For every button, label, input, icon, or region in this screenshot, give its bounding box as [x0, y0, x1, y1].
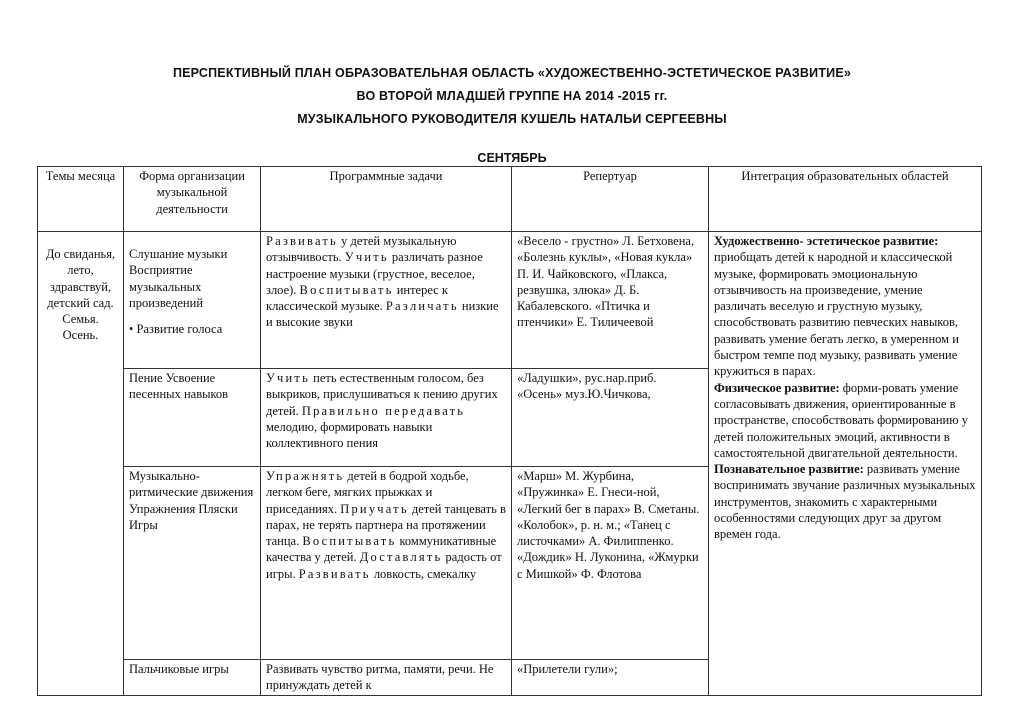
form-cell: Пальчиковые игры [124, 660, 261, 696]
tasks-cell [261, 232, 512, 369]
integration-area-title: Познавательное развитие: [714, 462, 864, 477]
plan-table [37, 166, 982, 696]
column-header-themes: Темы месяца [38, 167, 124, 232]
task-text: петь естественным голосом, без выкриков, прислушиваться к пению других детей. [266, 371, 498, 418]
integration-cognitive [714, 461, 976, 542]
task-keyword: Упражнять [266, 469, 345, 483]
task-keyword: Доставлять [359, 550, 443, 565]
task-keyword: Воспитывать [299, 282, 394, 297]
month-theme-cell: До свиданья, лето, здравствуй, детский сад. Семья. Осень. [38, 232, 124, 696]
form-cell [124, 232, 261, 369]
repertoire-cell: «Марш» М. Журбина, «Пружинка» Е. Гнеси-ной, «Легкий бег в парах» В. Сметаны. «Колобок», р. н. м.; «Танец с листочками» А. Филиппенко. «Дождик» Н. Луконина, «Жмурки с Мишкой» Ф. Флотова [512, 467, 709, 660]
task-text: интерес к классической музыке. [266, 282, 448, 314]
tasks-cell: Развивать чувство ритма, памяти, речи. Не принуждать детей к [261, 660, 512, 696]
task-keyword: Приучать [340, 501, 409, 516]
integration-art [714, 233, 976, 380]
task-text: детей танцевать в парах, не терять партнера на протяжении танца. [266, 501, 506, 549]
document-header [0, 62, 1024, 131]
task-text: детей в бодрой ходьбе, легком беге, мягких прыжках и приседаниях. [266, 469, 469, 516]
tasks-cell [261, 467, 512, 660]
integration-area-text: форми-ровать умение согласовывать движения, ориентированные в пространстве, способствовать формированию у детей положительных эмоций, активности в самостоятельной двигательной деятельности. [714, 380, 968, 460]
column-header-repertoire: Репертуар [512, 167, 709, 232]
task-keyword: Развивать [266, 234, 338, 248]
form-cell: Пение Усвоение песенных навыков [124, 369, 261, 467]
table-row [38, 232, 982, 369]
header-title-line1: ПЕРСПЕКТИВНЫЙ ПЛАН ОБРАЗОВАТЕЛЬНАЯ ОБЛАСТЬ «ХУДОЖЕСТВЕННО-ЭСТЕТИЧЕСКОЕ РАЗВИТИЕ» [172, 66, 852, 80]
task-keyword: Воспитывать [302, 534, 397, 549]
task-text: низкие и высокие звуки [266, 299, 499, 330]
task-text: радость от игры. [266, 550, 502, 581]
task-text: различать разное настроение музыки (грустное, веселое, злое). [266, 250, 483, 297]
header-title-line2: ВО ВТОРОЙ МЛАДШЕЙ ГРУППЕ НА 2014 -2015 гг. [356, 89, 668, 103]
task-keyword: Учить [266, 371, 310, 385]
repertoire-cell: «Прилетели гули»; [512, 660, 709, 696]
task-keyword: Правильно передавать [301, 403, 466, 418]
column-header-form: Форма организации музыкальной деятельности [124, 167, 261, 232]
task-keyword: Различать [385, 299, 459, 314]
table-header-row [38, 167, 982, 232]
form-listening: Слушание музыки Восприятие музыкальных произведений [129, 247, 228, 310]
task-keyword: Развивать [298, 566, 371, 581]
integration-area-text: развивать умение воспринимать звучание различных музыкальных инструментов, знакомить с характерными особенностями следующих друг за другом времен года. [714, 462, 976, 542]
task-text: коммуникативные качества у детей. [266, 534, 497, 565]
column-header-tasks: Программные задачи [261, 167, 512, 232]
tasks-cell [261, 369, 512, 467]
task-keyword: Учить [344, 250, 389, 265]
task-text: у детей музыкальную отзывчивость. [266, 234, 457, 265]
form-voice: • Развитие голоса [129, 322, 223, 337]
integration-area-text: приобщать детей к народной и классической музыке, формировать эмоциональную отзывчивость на произведение, умение различать веселую и грустную музыку, способствовать развитию певческих навыков, развивать умение бегать легко, в умеренном и быстром темпе под музыку, развивать умение кружиться в парах. [714, 250, 959, 379]
repertoire-cell: «Весело - грустно» Л. Бетховена, «Болезнь куклы», «Новая кукла» П. И. Чайковского, «Плакса, резвушка, злюка» Д. Б. Кабалевского. «Птичка и птенчики» Е. Тиличеевой [512, 232, 709, 369]
month-heading: СЕНТЯБРЬ [477, 151, 547, 165]
column-header-integration: Интеграция образовательных областей [709, 167, 982, 232]
integration-cell [709, 232, 982, 696]
header-title-line3: МУЗЫКАЛЬНОГО РУКОВОДИТЕЛЯ КУШЕЛЬ НАТАЛЬИ СЕРГЕЕВНЫ [297, 112, 727, 126]
repertoire-cell: «Ладушки», рус.нар.приб. «Осень» муз.Ю.Чичкова, [512, 369, 709, 467]
integration-physical [714, 380, 976, 461]
integration-area-title: Художественно- эстетическое развитие: [714, 234, 939, 248]
task-text: ловкость, смекалку [370, 566, 477, 581]
integration-area-title: Физическое развитие: [714, 380, 840, 395]
form-cell: Музыкально-ритмические движения Упражнения Пляски Игры [124, 467, 261, 660]
task-text: мелодию, формировать навыки коллективного пения [266, 419, 433, 451]
